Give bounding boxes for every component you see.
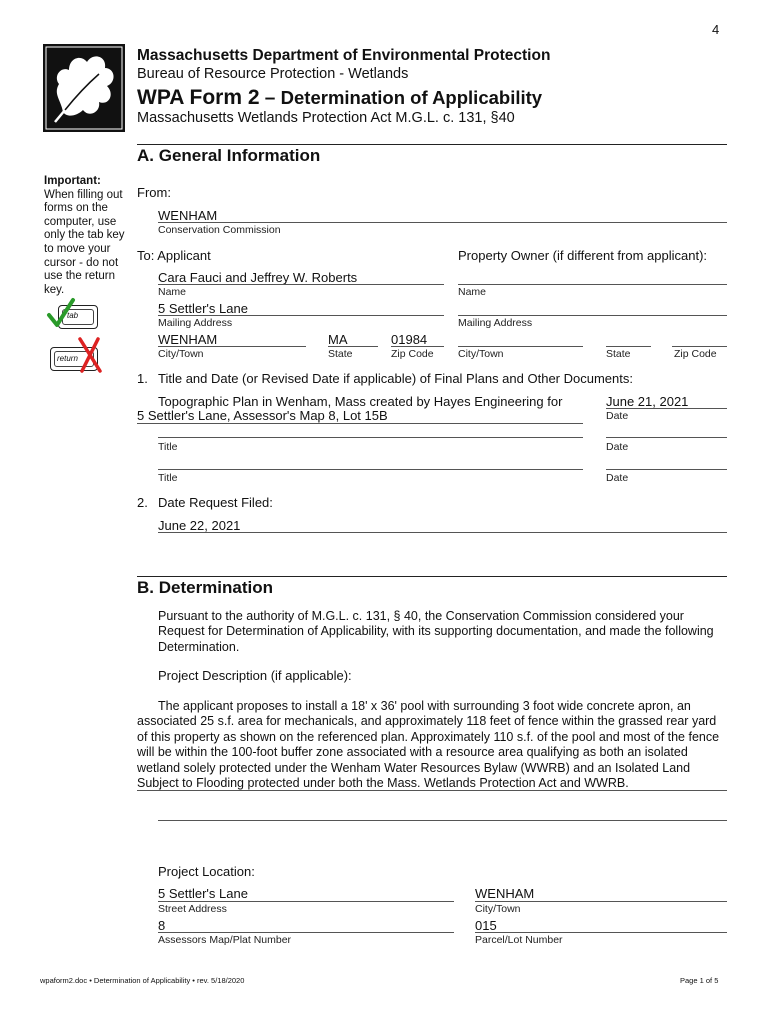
street-address-line — [158, 901, 454, 902]
project-description-line2 — [158, 820, 727, 821]
applicant-name-line — [158, 284, 444, 285]
oak-leaf-icon — [43, 44, 125, 132]
plan1-title-line2[interactable]: 5 Settler's Lane, Assessor's Map 8, Lot 15B — [137, 408, 388, 423]
form-title-rest: Determination of Applicability — [280, 87, 543, 108]
item2-label: Date Request Filed: — [158, 495, 273, 510]
assessors-map-label: Assessors Map/Plat Number — [158, 934, 292, 946]
plan1-title-line — [137, 423, 583, 424]
tab-key-label: tab — [67, 311, 79, 320]
owner-city-label: City/Town — [458, 348, 504, 360]
form-title-dash: – — [259, 88, 281, 109]
applicant-state-label: State — [328, 348, 353, 360]
assessors-map[interactable]: 8 — [158, 918, 166, 933]
important-label: Important: — [44, 175, 101, 187]
parcel-lot-label: Parcel/Lot Number — [475, 934, 563, 946]
footer-page-count: Page 1 of 5 — [680, 976, 719, 985]
applicant-zip-label: Zip Code — [391, 348, 434, 360]
from-line — [158, 222, 727, 223]
city-town[interactable]: WENHAM — [475, 886, 535, 901]
street-address[interactable]: 5 Settler's Lane — [158, 886, 248, 901]
sidebar-note — [44, 175, 128, 297]
owner-state-line[interactable] — [606, 346, 651, 347]
city-town-line — [475, 901, 727, 902]
conservation-commission-label: Conservation Commission — [158, 224, 281, 236]
plan2-title-label: Title — [158, 441, 178, 453]
determination-intro: Pursuant to the authority of M.G.L. c. 131, § 40, the Conservation Commission considered your Request for Determination of Applicability, with its supporting documentation, and made the following Determination. — [158, 609, 714, 654]
plan3-title-line[interactable] — [158, 469, 583, 470]
plan3-date-line[interactable] — [606, 469, 727, 470]
plan1-date-line — [606, 408, 727, 409]
city-town-label: City/Town — [475, 903, 521, 915]
from-label: From: — [137, 185, 171, 200]
to-applicant-label: To: Applicant — [137, 248, 211, 263]
form-title-main: WPA Form 2 — [137, 86, 260, 109]
section-a-heading: A. General Information — [137, 146, 321, 165]
sidebar-instructions: When filling out forms on the computer, use only the tab key to move your cursor - do not use the return key. — [44, 188, 125, 296]
applicant-city-label: City/Town — [158, 348, 204, 360]
section-b-divider — [137, 576, 727, 577]
from-value[interactable]: WENHAM — [158, 208, 218, 223]
plan1-date-label: Date — [606, 410, 629, 422]
item1-label: Title and Date (or Revised Date if applicable) of Final Plans and Other Documents: — [158, 371, 633, 386]
owner-address-label: Mailing Address — [458, 317, 533, 329]
applicant-zip[interactable]: 01984 — [391, 332, 428, 347]
item1-number: 1. — [137, 371, 148, 386]
plan2-date-label: Date — [606, 441, 629, 453]
project-description[interactable]: The applicant proposes to install a 18' x 36' pool with surrounding 3 foot wide concrete apron, an associated 25 s.f. area for mechanicals, and approximately 118 feet of fence within the grassed rear yard of this property as shown on the referenced plan. Approximately 110 s.f. of the pool and most of the fence will be within the 100-foot buffer zone associated with a resource area qualifying as both an isolated wetland solely protected under the Wenham Water Resources Bylaw (WWRB) and an Isolated Land Subject to Flooding protected under both the Mass. Wetlands Protection Act and WWRB. — [137, 699, 720, 791]
plan3-title-label: Title — [158, 472, 178, 484]
parcel-lot-line — [475, 932, 727, 933]
page-number: 4 — [712, 22, 720, 37]
owner-city-line[interactable] — [458, 346, 583, 347]
owner-address-line[interactable] — [458, 315, 727, 316]
agency-name: Massachusetts Department of Environmental Protection — [137, 47, 551, 64]
project-location-label: Project Location: — [158, 864, 255, 879]
owner-state-label: State — [606, 348, 631, 360]
applicant-address-label: Mailing Address — [158, 317, 233, 329]
item2-number: 2. — [137, 495, 148, 510]
applicant-address-line — [158, 315, 444, 316]
checkmark-icon — [46, 297, 79, 329]
assessors-map-line — [158, 932, 454, 933]
applicant-zip-line — [391, 346, 444, 347]
applicant-name[interactable]: Cara Fauci and Jeffrey W. Roberts — [158, 270, 358, 285]
plan1-title-line1[interactable]: Topographic Plan in Wenham, Mass created by Hayes Engineering for — [158, 394, 563, 409]
form-title — [137, 86, 542, 110]
owner-name-label: Name — [458, 286, 487, 298]
applicant-state[interactable]: MA — [328, 332, 348, 347]
date-request-line — [158, 532, 727, 533]
applicant-address[interactable]: 5 Settler's Lane — [158, 301, 248, 316]
applicant-state-line — [328, 346, 378, 347]
plan2-title-line[interactable] — [158, 437, 583, 438]
applicant-city[interactable]: WENHAM — [158, 332, 218, 347]
project-description-line1 — [137, 790, 727, 791]
applicant-name-label: Name — [158, 286, 187, 298]
header-divider — [137, 144, 727, 145]
plan2-date-line[interactable] — [606, 437, 727, 438]
street-address-label: Street Address — [158, 903, 227, 915]
owner-zip-label: Zip Code — [674, 348, 717, 360]
x-mark-icon — [76, 335, 104, 375]
project-description-label: Project Description (if applicable): — [158, 668, 352, 683]
date-request-filed[interactable]: June 22, 2021 — [158, 518, 241, 533]
plan3-date-label: Date — [606, 472, 629, 484]
return-key-label: return — [57, 354, 78, 363]
owner-zip-line[interactable] — [672, 346, 727, 347]
footer-doc-info: wpaform2.doc • Determination of Applicability • rev. 5/18/2020 — [40, 976, 245, 985]
parcel-lot[interactable]: 015 — [475, 918, 497, 933]
property-owner-label: Property Owner (if different from applicant): — [458, 248, 708, 263]
bureau-name: Bureau of Resource Protection - Wetlands — [137, 66, 409, 82]
plan1-date[interactable]: June 21, 2021 — [606, 394, 689, 409]
act-citation: Massachusetts Wetlands Protection Act M.G.L. c. 131, §40 — [137, 110, 515, 126]
section-b-heading: B. Determination — [137, 578, 274, 597]
oak-leaf-logo — [43, 44, 125, 132]
owner-name-line[interactable] — [458, 284, 727, 285]
applicant-city-line — [158, 346, 306, 347]
